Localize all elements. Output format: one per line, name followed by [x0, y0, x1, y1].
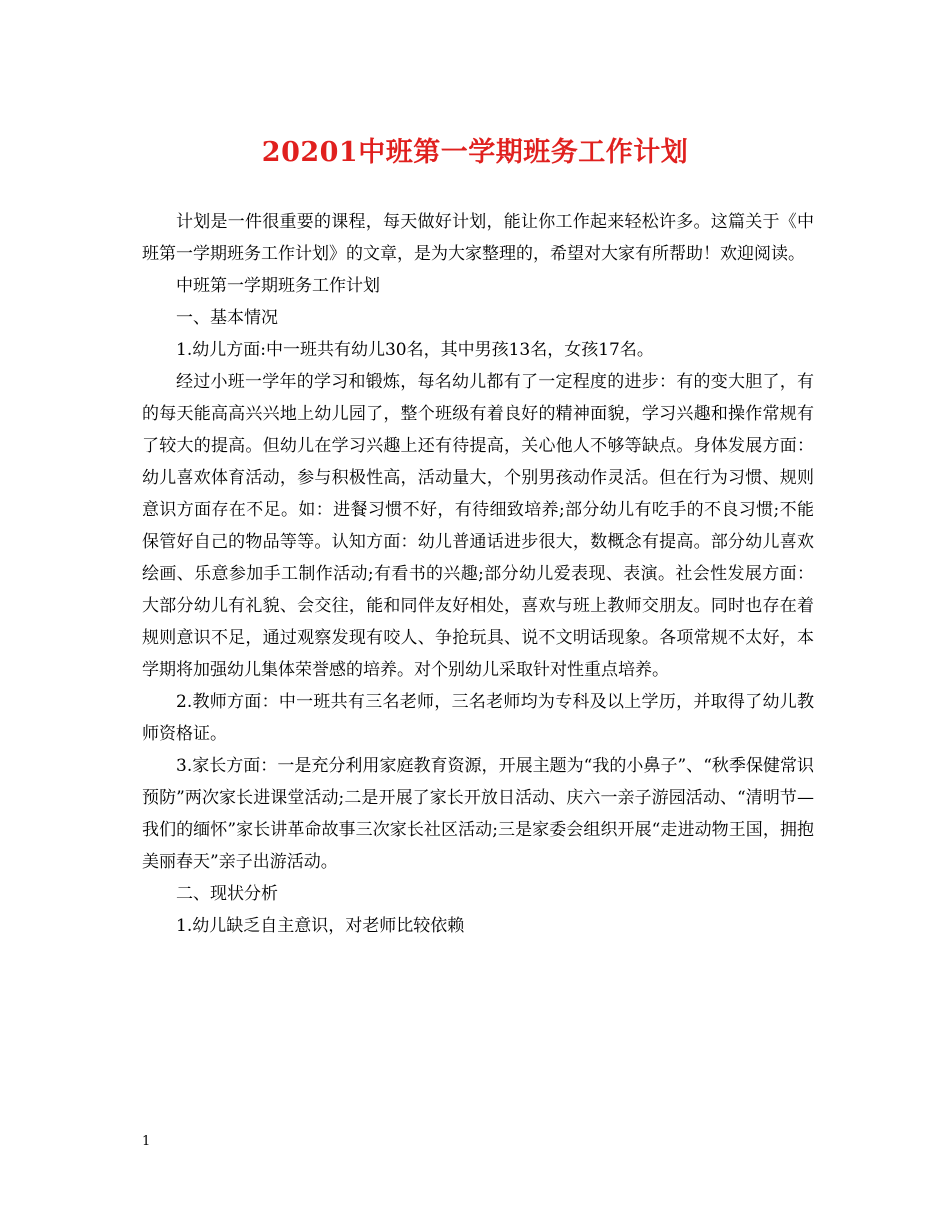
section-heading-basic-situation: 一、基本情况	[176, 308, 278, 328]
paragraph-analysis-item-1: 1.幼儿缺乏自主意识，对老师比较依赖	[176, 916, 465, 936]
document-body	[142, 206, 814, 942]
document-title: 20201中班第一学期班务工作计划	[261, 137, 689, 168]
paragraph-intro: 计划是一件很重要的课程，每天做好计划，能让你工作起来轻松许多。这篇关于《中班第一学期班务工作计划》的文章，是为大家整理的，希望对大家有所帮助！欢迎阅读。	[142, 212, 814, 264]
paragraph-children-progress: 经过小班一学年的学习和锻炼，每名幼儿都有了一定程度的进步：有的变大胆了，有的每天能高高兴兴地上幼儿园了，整个班级有着良好的精神面貌，学习兴趣和操作常规有了较大的提高。但幼儿在学习兴趣上还有待提高，关心他人不够等缺点。身体发展方面：幼儿喜欢体育活动，参与积极性高，活动量大，个别男孩动作灵活。但在行为习惯、规则意识方面存在不足。如：进餐习惯不好，有待细致培养;部分幼儿有吃手的不良习惯;不能保管好自己的物品等等。认知方面：幼儿普通话进步很大，数概念有提高。部分幼儿喜欢绘画、乐意参加手工制作活动;有看书的兴趣;部分幼儿爱表现、表演。社会性发展方面：大部分幼儿有礼貌、会交往，能和同伴友好相处，喜欢与班上教师交朋友。同时也存在着规则意识不足，通过观察发现有咬人、争抢玩具、说不文明话现象。各项常规不太好，本学期将加强幼儿集体荣誉感的培养。对个别幼儿采取针对性重点培养。	[142, 372, 814, 680]
paragraph-parents: 3.家长方面：一是充分利用家庭教育资源，开展主题为“我的小鼻子”、“秋季保健常识预防”两次家长进课堂活动;二是开展了家长开放日活动、庆六一亲子游园活动、“清明节—我们的缅怀”家长讲革命故事三次家长社区活动;三是家委会组织开展“走进动物王国，拥抱美丽春天”亲子出游活动。	[142, 756, 814, 872]
page-number: 1	[142, 1134, 151, 1149]
paragraph-subtitle: 中班第一学期班务工作计划	[176, 276, 380, 296]
section-heading-current-analysis: 二、现状分析	[176, 884, 278, 904]
paragraph-teachers: 2.教师方面：中一班共有三名老师，三名老师均为专科及以上学历，并取得了幼儿教师资格证。	[142, 692, 814, 744]
paragraph-children-count: 1.幼儿方面:中一班共有幼儿30名，其中男孩13名，女孩17名。	[176, 340, 654, 360]
